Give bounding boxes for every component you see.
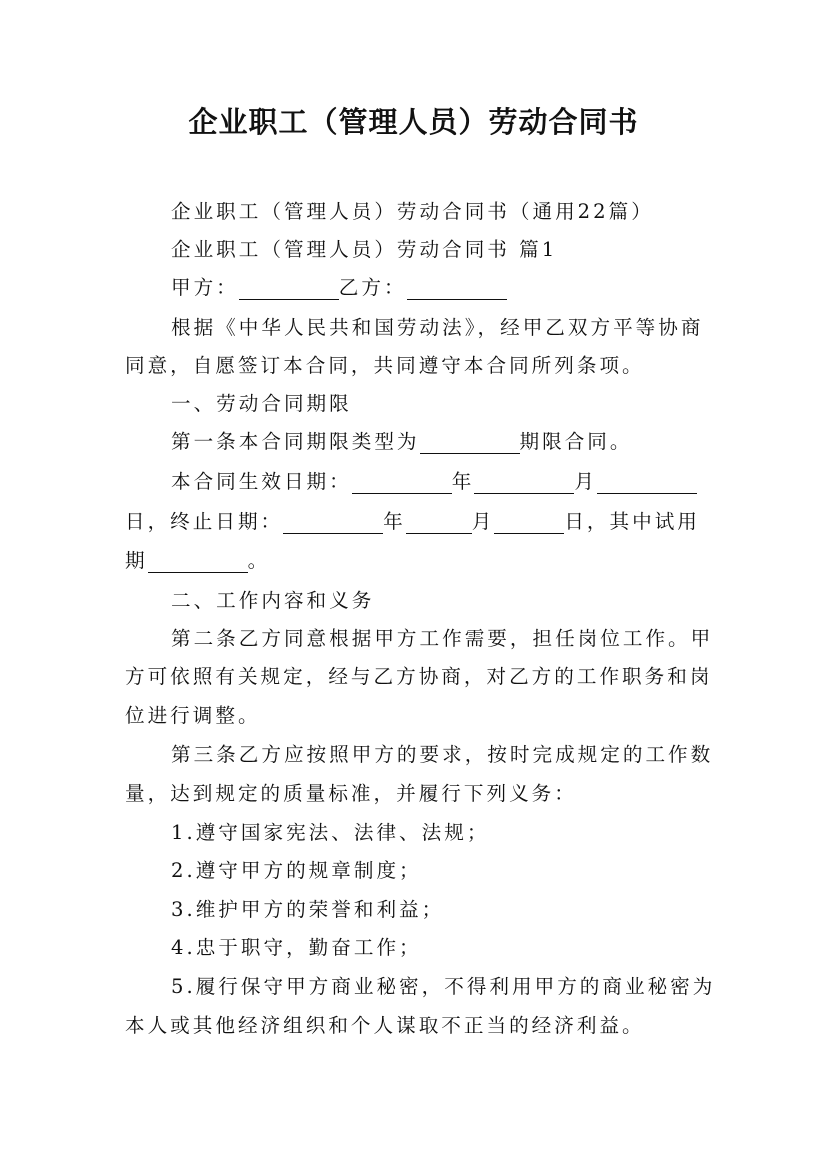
probation-period-blank[interactable]	[148, 550, 248, 573]
probation-line	[125, 542, 705, 580]
probation-mid-label: 日，其中试用	[564, 510, 700, 533]
list-item: 4.忠于职守，勤奋工作；	[171, 936, 422, 959]
end-date-label: 日，终止日期：	[125, 510, 284, 533]
list-item-continuation: 本人或其他经济组织和个人谋取不正当的经济利益。	[125, 1014, 645, 1037]
effective-date-line	[125, 463, 705, 501]
section-1-heading: 一、劳动合同期限	[171, 392, 352, 415]
clause-2-line-1: 第二条乙方同意根据甲方工作需要，担任岗位工作。甲	[171, 627, 714, 650]
list-item: 3.维护甲方的荣誉和利益；	[171, 898, 445, 921]
end-month-blank[interactable]	[406, 511, 472, 534]
party-b-label: 乙方：	[338, 276, 407, 299]
party-a-blank[interactable]	[239, 277, 339, 300]
end-year-label: 年	[383, 510, 406, 533]
effective-year-blank[interactable]	[352, 471, 452, 494]
preamble-line-1: 根据《中华人民共和国劳动法》，经甲乙双方平等协商	[171, 316, 704, 339]
list-item: 2.遵守甲方的规章制度；	[171, 859, 422, 882]
month-label: 月	[574, 470, 597, 493]
list-item: 1.遵守国家宪法、法律、法规；	[171, 821, 490, 844]
document-title: 企业职工（管理人员）劳动合同书	[188, 105, 639, 139]
clause-2-line-2: 方可依照有关规定，经与乙方协商，对乙方的工作职务和岗	[125, 665, 713, 688]
year-label: 年	[451, 470, 475, 493]
contract-term-type-blank[interactable]	[420, 431, 520, 454]
clause-3-line-1: 第三条乙方应按照甲方的要求，按时完成规定的工作数	[171, 743, 714, 766]
preamble-line-2: 同意，自愿签订本合同，共同遵守本合同所列条项。	[125, 354, 645, 377]
article-heading: 企业职工（管理人员）劳动合同书 篇1	[171, 238, 558, 261]
effective-month-blank[interactable]	[474, 471, 574, 494]
clause-3-line-2: 量，达到规定的质量标准，并履行下列义务：	[125, 782, 577, 805]
end-year-blank[interactable]	[283, 511, 383, 534]
effective-date-label: 本合同生效日期：	[171, 470, 352, 493]
clause-1-text: 第一条本合同期限类型为	[171, 430, 420, 453]
parties-line	[125, 269, 705, 307]
end-date-line	[125, 503, 705, 541]
list-item: 5.履行保守甲方商业秘密，不得利用甲方的商业秘密为	[171, 975, 716, 998]
document-subtitle: 企业职工（管理人员）劳动合同书（通用22篇）	[171, 200, 654, 223]
probation-label: 期	[125, 549, 148, 572]
end-month-label: 月	[471, 510, 495, 533]
party-a-label: 甲方：	[171, 276, 239, 299]
clause-1-line	[125, 423, 705, 461]
clause-2-line-3: 位进行调整。	[125, 704, 261, 727]
end-day-blank[interactable]	[494, 511, 564, 534]
effective-day-blank[interactable]	[597, 471, 697, 494]
section-2-heading: 二、工作内容和义务	[171, 589, 375, 612]
clause-1-text-end: 期限合同。	[519, 430, 633, 453]
party-b-blank[interactable]	[407, 277, 507, 300]
probation-end: 。	[247, 549, 271, 572]
